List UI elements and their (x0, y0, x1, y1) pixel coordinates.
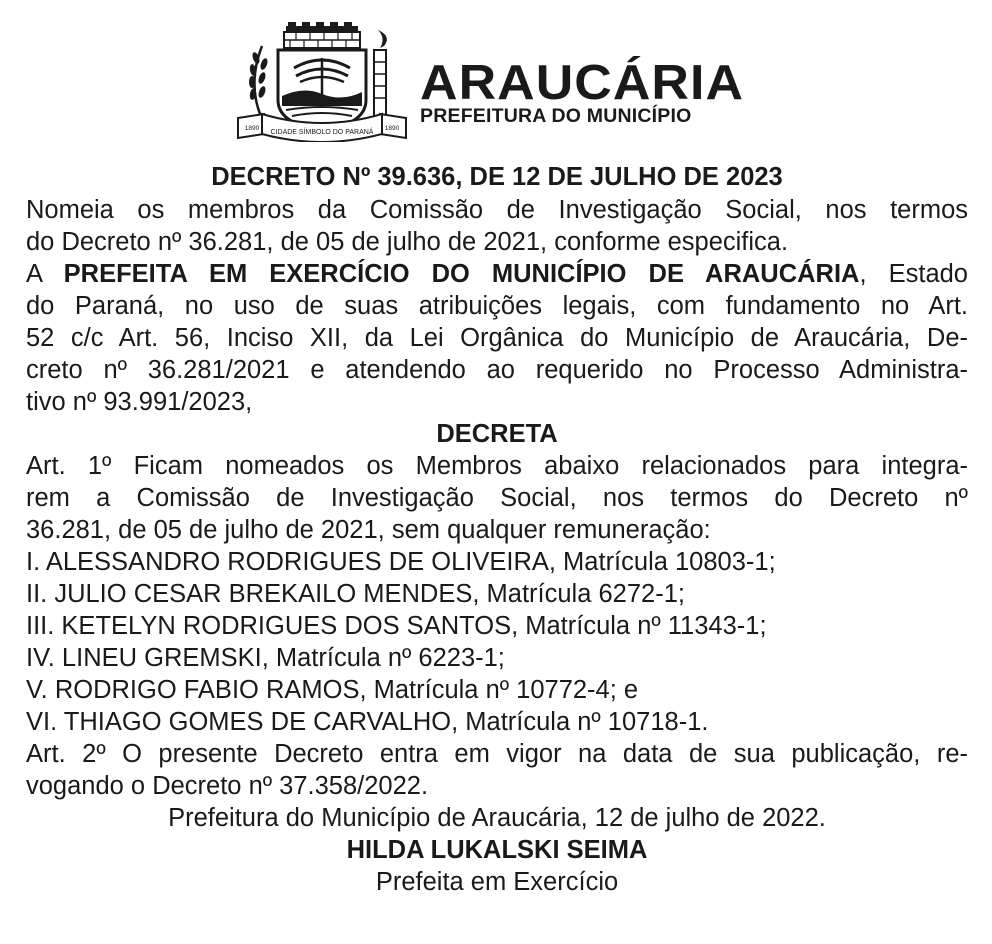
preamble-suffix: , Estado (859, 260, 968, 288)
member-item: II. JULIO CESAR BREKAILO MENDES, Matrícula 6272-1; (26, 580, 685, 608)
decree-title: DECRETO Nº 39.636, DE 12 DE JULHO DE 2023 (211, 163, 783, 191)
art2-line: Art. 2º O presente Decreto entra em vigor na data de sua publicação, re- (26, 740, 968, 768)
brand-block (420, 56, 745, 127)
crest-year-right: 1890 (384, 125, 400, 132)
art1-line: Art. 1º Ficam nomeados os Membros abaixo relacionados para integra- (26, 452, 968, 480)
signer-name: HILDA LUKALSKI SEIMA (346, 836, 648, 864)
crest-ribbon-text: CIDADE SÍMBOLO DO PARANÁ (270, 129, 374, 136)
crest-year-left: 1890 (244, 125, 260, 132)
brand-name: ARAUCÁRIA (420, 56, 745, 110)
preamble-line: tivo nº 93.991/2023, (26, 388, 253, 416)
municipal-crest-logo (234, 22, 410, 142)
brand-subtitle: PREFEITURA DO MUNICÍPIO (420, 105, 692, 127)
member-item: III. KETELYN RODRIGUES DOS SANTOS, Matrícula nº 11343-1; (26, 612, 767, 640)
place-date: Prefeitura do Município de Araucária, 12 de julho de 2022. (168, 804, 826, 832)
signer-role: Prefeita em Exercício (375, 868, 619, 896)
preamble-authority: PREFEITA EM EXERCÍCIO DO MUNICÍPIO DE ARAUCÁRIA (63, 260, 860, 288)
decree-document (26, 160, 968, 898)
member-item: VI. THIAGO GOMES DE CARVALHO, Matrícula nº 10718-1. (26, 708, 709, 736)
preamble-prefix: A (26, 260, 64, 288)
member-item: IV. LINEU GREMSKI, Matrícula nº 6223-1; (26, 644, 505, 672)
art1-line: 36.281, de 05 de julho de 2021, sem qualquer remuneração: (26, 516, 711, 544)
art1-line: rem a Comissão de Investigação Social, nos termos do Decreto nº (26, 484, 968, 512)
summary-line: do Decreto nº 36.281, de 05 de julho de 2021, conforme especifica. (26, 228, 789, 256)
header (234, 22, 774, 142)
preamble-line: creto nº 36.281/2021 e atendendo ao requerido no Processo Administra- (26, 356, 968, 384)
decreta-heading: DECRETA (436, 420, 558, 448)
summary-line: Nomeia os membros da Comissão de Investigação Social, nos termos (26, 196, 968, 224)
art2-line: vogando o Decreto nº 37.358/2022. (26, 772, 429, 800)
member-item: V. RODRIGO FABIO RAMOS, Matrícula nº 10772-4; e (26, 676, 639, 704)
member-item: I. ALESSANDRO RODRIGUES DE OLIVEIRA, Matrícula 10803-1; (26, 548, 776, 576)
preamble-line (26, 258, 968, 290)
preamble-line: do Paraná, no uso de suas atribuições legais, com fundamento no Art. (26, 292, 968, 320)
preamble-line: 52 c/c Art. 56, Inciso XII, da Lei Orgânica do Município de Araucária, De- (26, 324, 968, 352)
